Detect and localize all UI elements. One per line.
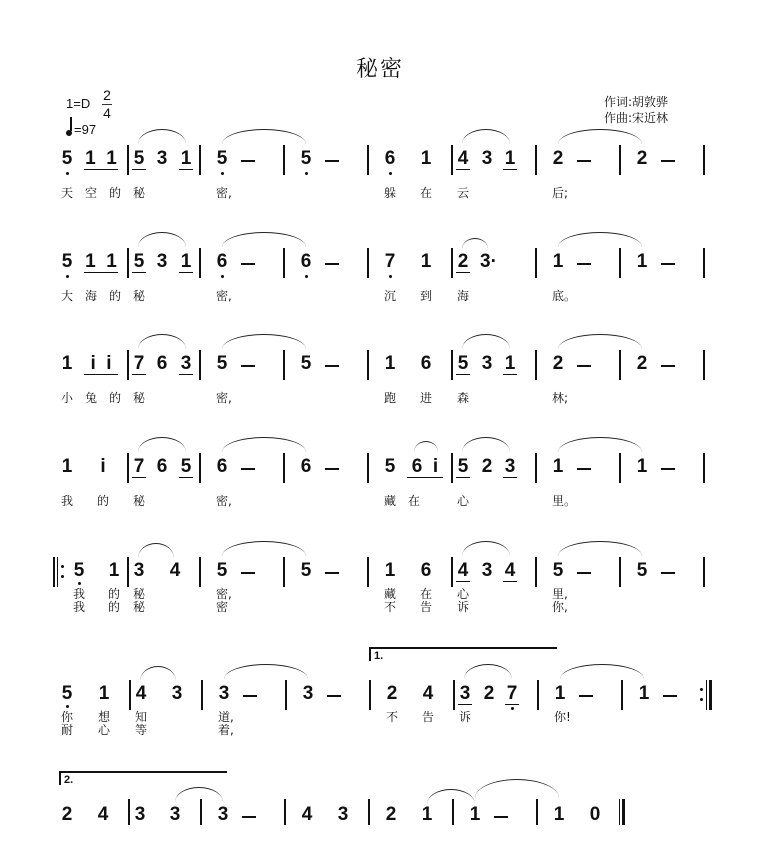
note: 6 [300,251,312,272]
lyric: 密, [216,186,232,200]
lyric: 大 [61,289,74,303]
note: 6 [420,353,432,374]
note: 5 [216,148,228,169]
note: 5 [384,456,396,477]
lyric: 小 [61,391,74,405]
note: 5 [133,251,145,272]
note: i [100,456,106,477]
lyric: 藏 [384,494,397,508]
lyric: 心 [457,494,470,508]
note: 3 [156,251,168,272]
note: i [106,353,112,374]
note: 5 [180,456,192,477]
lyric: 的 [108,587,121,601]
note: 1 [61,456,73,477]
note: 6 [411,456,423,477]
lyric: 跑 [384,391,397,405]
lyric: 后; [552,186,569,200]
tempo-value: =97 [74,122,97,137]
repeat-end-barline [706,680,707,710]
lyric: 的 [109,391,122,405]
composer: 作曲:宋近林 [604,111,669,125]
credits [604,94,668,126]
lyric: 告 [420,600,433,614]
note: 5 [216,353,228,374]
note: 4 [301,804,313,825]
note: 1 [420,251,432,272]
note: 5 [300,353,312,374]
note: 2 [385,804,397,825]
note: 6 [156,456,168,477]
note: 1 [636,251,648,272]
note: 3 [504,456,516,477]
note: 5 [216,560,228,581]
lyric: 的 [109,289,122,303]
note: 1 [638,683,650,704]
lyric: 在 [420,587,433,601]
lyric: 躲 [384,186,397,200]
lyric: 在 [420,186,433,200]
note: 6 [300,456,312,477]
note: 2 [636,148,648,169]
note: 1 [421,804,433,825]
lyric: 告 [422,710,435,724]
lyric: 进 [420,391,433,405]
note: 1 [61,353,73,374]
note: 5 [73,560,85,581]
note: 3 [481,353,493,374]
lyric: 林; [552,391,569,405]
note: 3 [134,804,146,825]
note: 6 [420,560,432,581]
note: 1 [504,148,516,169]
time-sig-top: 2 [103,87,111,103]
note: 7 [133,353,145,374]
note: 5 [457,353,469,374]
final-barline [619,799,620,825]
lyric: 不 [386,710,399,724]
note: 5 [457,456,469,477]
note: 5 [552,560,564,581]
note: 3· [480,251,497,272]
note: 2 [386,683,398,704]
note: 6 [156,353,168,374]
note: 1 [469,804,481,825]
note: 1 [180,251,192,272]
lyric: 知 [135,710,148,724]
lyric: 我 [73,587,86,601]
system-4 [0,453,760,513]
note: 1 [85,251,96,272]
note: 3 [171,683,183,704]
lyric: 在 [408,494,421,508]
lyric: 的 [108,600,121,614]
lyric: 耐 [61,723,74,737]
note: 3 [156,148,168,169]
lyric: 里。 [552,494,577,508]
lyric: 密, [216,289,232,303]
note: 4 [504,560,516,581]
system-3 [0,350,760,410]
time-signature [102,88,112,121]
lyric: 秘 [133,186,146,200]
lyric: 着, [218,723,234,737]
note: 4 [457,148,469,169]
note: 2 [457,251,469,272]
system-5 [0,557,760,617]
lyric: 诉 [457,600,470,614]
note: 5 [61,148,73,169]
lyric: 云 [457,186,470,200]
note: 3 [481,560,493,581]
note: 6 [216,456,228,477]
lyric: 诉 [459,710,472,724]
lyric: 秘 [133,289,146,303]
note: 3 [217,804,229,825]
note: 5 [61,251,73,272]
note: 6 [216,251,228,272]
system-6 [0,680,760,740]
tempo-marking [66,120,96,137]
lyric: 海 [457,289,470,303]
note: 4 [457,560,469,581]
lyric: 密 [216,600,229,614]
note: 1 [554,683,566,704]
note: 3 [133,560,145,581]
note: 5 [636,560,648,581]
note: 1 [384,560,396,581]
note: 4 [135,683,147,704]
lyric: 兔 [85,391,98,405]
note: 7 [384,251,396,272]
volta-1-bracket: 1. [369,647,557,661]
lyric: 等 [135,723,148,737]
lyric: 我 [61,494,74,508]
note: i [90,353,96,374]
note: 1 [98,683,110,704]
lyric: 的 [109,186,122,200]
note: 5 [61,683,73,704]
lyricist: 作词:胡敦骅 [604,95,669,109]
lyric: 我 [73,600,86,614]
lyric: 藏 [384,587,397,601]
lyric: 你 [61,710,74,724]
note: 3 [218,683,230,704]
lyric: 不 [384,600,397,614]
note: 3 [459,683,471,704]
note: 1 [384,353,396,374]
lyric: 你, [552,600,568,614]
note: 1 [553,804,565,825]
lyric: 秘 [133,587,146,601]
system-2 [0,248,760,308]
volta-2-bracket: 2. [59,771,227,785]
lyric: 到 [420,289,433,303]
note: 5 [300,560,312,581]
lyric: 心 [457,587,470,601]
note: 7 [506,683,518,704]
song-title: 秘密 [355,57,404,82]
lyric: 海 [85,289,98,303]
note: 6 [384,148,396,169]
lyric: 秘 [133,494,146,508]
lyric: 密, [216,587,232,601]
note: 4 [422,683,434,704]
note: 1 [106,148,117,169]
note: 2 [636,353,648,374]
lyric: 你! [554,710,571,724]
lyric: 里, [552,587,568,601]
note: 2 [552,353,564,374]
lyric: 秘 [133,391,146,405]
lyric: 底。 [552,289,577,303]
note: 3 [481,148,493,169]
note: 3 [302,683,314,704]
lyric: 的 [97,494,110,508]
note: 2 [483,683,495,704]
system-7 [0,799,760,839]
note: 5 [133,148,145,169]
note: 4 [97,804,109,825]
lyric: 密, [216,494,232,508]
note: 2 [481,456,493,477]
lyric: 秘 [133,600,146,614]
note: 1 [180,148,192,169]
lyric: 空 [85,186,98,200]
lyric: 天 [61,186,74,200]
note: 3 [169,804,181,825]
note: i [432,456,439,477]
note: 5 [300,148,312,169]
lyric: 森 [457,391,470,405]
note: 1 [85,148,96,169]
time-sig-bottom: 4 [103,105,111,121]
note: 1 [420,148,432,169]
repeat-start-barline [53,557,55,587]
note: 1 [636,456,648,477]
lyric: 心 [98,723,111,737]
note: 1 [552,251,564,272]
note: 1 [552,456,564,477]
note: 0 [589,804,601,825]
note: 1 [106,251,117,272]
note: 2 [552,148,564,169]
system-1 [0,145,760,205]
note: 1 [108,560,120,581]
lyric: 密, [216,391,232,405]
note: 2 [61,804,73,825]
note: 3 [337,804,349,825]
key-signature: 1=D [66,96,91,111]
lyric: 沉 [384,289,397,303]
note: 3 [180,353,192,374]
note: 7 [133,456,145,477]
note: 1 [504,353,516,374]
lyric: 道, [218,710,234,724]
note: 4 [169,560,181,581]
lyric: 想 [98,710,111,724]
